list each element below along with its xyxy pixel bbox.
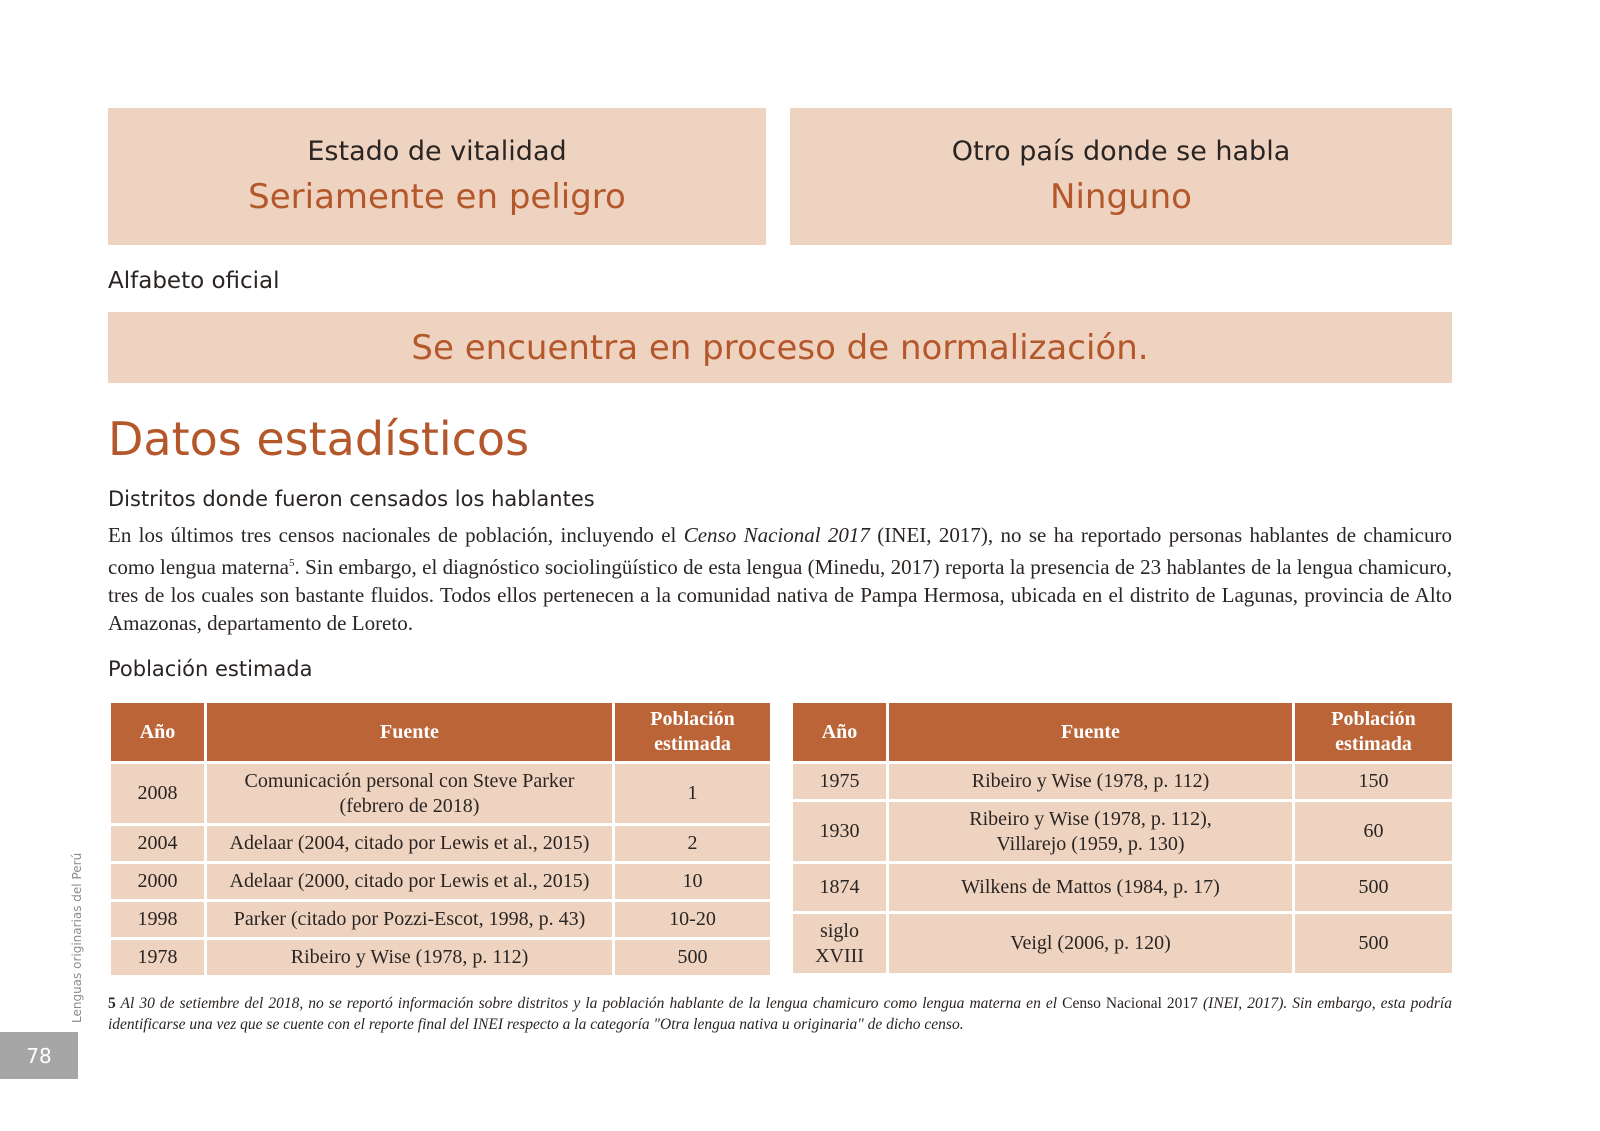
table-row [110,825,772,863]
alfabeto-box [108,312,1452,383]
cell-fuente: Parker (citado por Pozzi-Escot, 1998, p. 43) [206,901,614,939]
footnote [108,993,1452,1035]
cell-anio: 1975 [792,763,888,801]
cell-anio-line-1: siglo [820,919,859,942]
table-header-row [792,702,1454,763]
cell-anio: 2004 [110,825,206,863]
cell-anio: 2008 [110,763,206,825]
cell-fuente: Wilkens de Mattos (1984, p. 17) [888,863,1294,913]
cell-fuente-line-1: Ribeiro y Wise (1978, p. 112), [969,807,1212,830]
section-title: Datos estadísticos [108,412,530,466]
cell-fuente-line-2: (febrero de 2018) [339,794,480,817]
cell-poblacion: 60 [1294,801,1454,863]
table-row [110,863,772,901]
paragraph-text-2: (INEI, 2017), no se ha reportado personas hablantes de chamicuro como lengua materna [108,523,1452,579]
cell-poblacion: 500 [1294,863,1454,913]
cell-fuente: Adelaar (2000, citado por Lewis et al., 2015) [206,863,614,901]
col-header-fuente: Fuente [888,702,1294,763]
cell-fuente: Ribeiro y Wise (1978, p. 112) [888,763,1294,801]
distritos-paragraph [108,521,1452,637]
vitalidad-value: Seriamente en peligro [248,177,626,217]
col-header-poblacion-1: Población [650,708,735,730]
table-row [110,763,772,825]
alfabeto-value: Se encuentra en proceso de normalización. [411,327,1149,368]
page-number-box [0,1032,78,1079]
footnote-ref: 5 [288,557,295,569]
col-header-poblacion-2: estimada [1335,733,1412,755]
cell-poblacion: 2 [614,825,772,863]
footnote-text-1: Al 30 de setiembre del 2018, no se reportó información sobre distritos y la población hablante de la lengua chamicuro como lengua materna en el [115,995,1063,1012]
cell-anio: 2000 [110,863,206,901]
otro-pais-value: Ninguno [1050,177,1192,217]
poblacion-heading: Población estimada [108,657,313,681]
footnote-number: 5 [108,995,116,1012]
table-header-row [110,702,772,763]
cell-poblacion: 500 [614,939,772,977]
vitalidad-box [108,108,766,245]
paragraph-italic-census: Censo Nacional 2017 [683,523,870,547]
table-row [792,863,1454,913]
cell-fuente-line-2: Villarejo (1959, p. 130) [996,832,1185,855]
col-header-poblacion [614,702,772,763]
cell-fuente: Adelaar (2004, citado por Lewis et al., 2015) [206,825,614,863]
col-header-poblacion [1294,702,1454,763]
table-row [110,939,772,977]
cell-poblacion: 1 [614,763,772,825]
cell-poblacion: 10-20 [614,901,772,939]
table-row [110,901,772,939]
poblacion-table-right [790,700,1455,976]
distritos-heading: Distritos donde fueron censados los hablantes [108,487,595,511]
col-header-poblacion-2: estimada [654,733,731,755]
cell-poblacion: 10 [614,863,772,901]
cell-anio: 1874 [792,863,888,913]
page-number: 78 [26,1043,52,1068]
cell-poblacion: 150 [1294,763,1454,801]
table-row [792,801,1454,863]
cell-anio: 1930 [792,801,888,863]
otro-pais-label: Otro país donde se habla [951,136,1291,167]
cell-anio: 1978 [110,939,206,977]
table-row [792,913,1454,975]
col-header-fuente: Fuente [206,702,614,763]
cell-anio: 1998 [110,901,206,939]
footnote-census: Censo Nacional 2017 [1062,995,1198,1012]
cell-anio [792,913,888,975]
paragraph-text-3: . Sin embargo, el diagnóstico sociolingüístico de esta lengua (Minedu, 2017) reporta la presencia de 23 hablantes de la lengua chamicuro, tres de los cuales son bastante fluidos. Todos ellos pertenecen a la comunidad nativa de Pampa Hermosa, ubicada en el distrito de Lagunas, provincia de Alto Amazonas, departamento de Loreto. [108,555,1452,635]
cell-fuente [888,801,1294,863]
col-header-anio: Año [792,702,888,763]
footnote-text-2: (INEI, 2017). Sin embargo, esta podría identificarse una vez que se cuente con el reporte final del INEI respecto a la categoría "Otra lengua nativa u originaria" de dicho censo. [108,995,1452,1033]
cell-fuente-line-1: Comunicación personal con Steve Parker [244,769,575,792]
cell-poblacion: 500 [1294,913,1454,975]
cell-fuente [206,763,614,825]
vitalidad-label: Estado de vitalidad [307,136,567,167]
cell-anio-line-2: XVIII [815,944,864,967]
cell-fuente: Veigl (2006, p. 120) [888,913,1294,975]
table-row [792,763,1454,801]
paragraph-text-1: En los últimos tres censos nacionales de población, incluyendo el [108,523,684,547]
side-running-title: Lenguas originarias del Perú [70,852,84,1023]
otro-pais-box [790,108,1452,245]
cell-fuente: Ribeiro y Wise (1978, p. 112) [206,939,614,977]
poblacion-table-left [108,700,773,978]
col-header-anio: Año [110,702,206,763]
alfabeto-label: Alfabeto oficial [108,268,280,294]
col-header-poblacion-1: Población [1331,708,1416,730]
